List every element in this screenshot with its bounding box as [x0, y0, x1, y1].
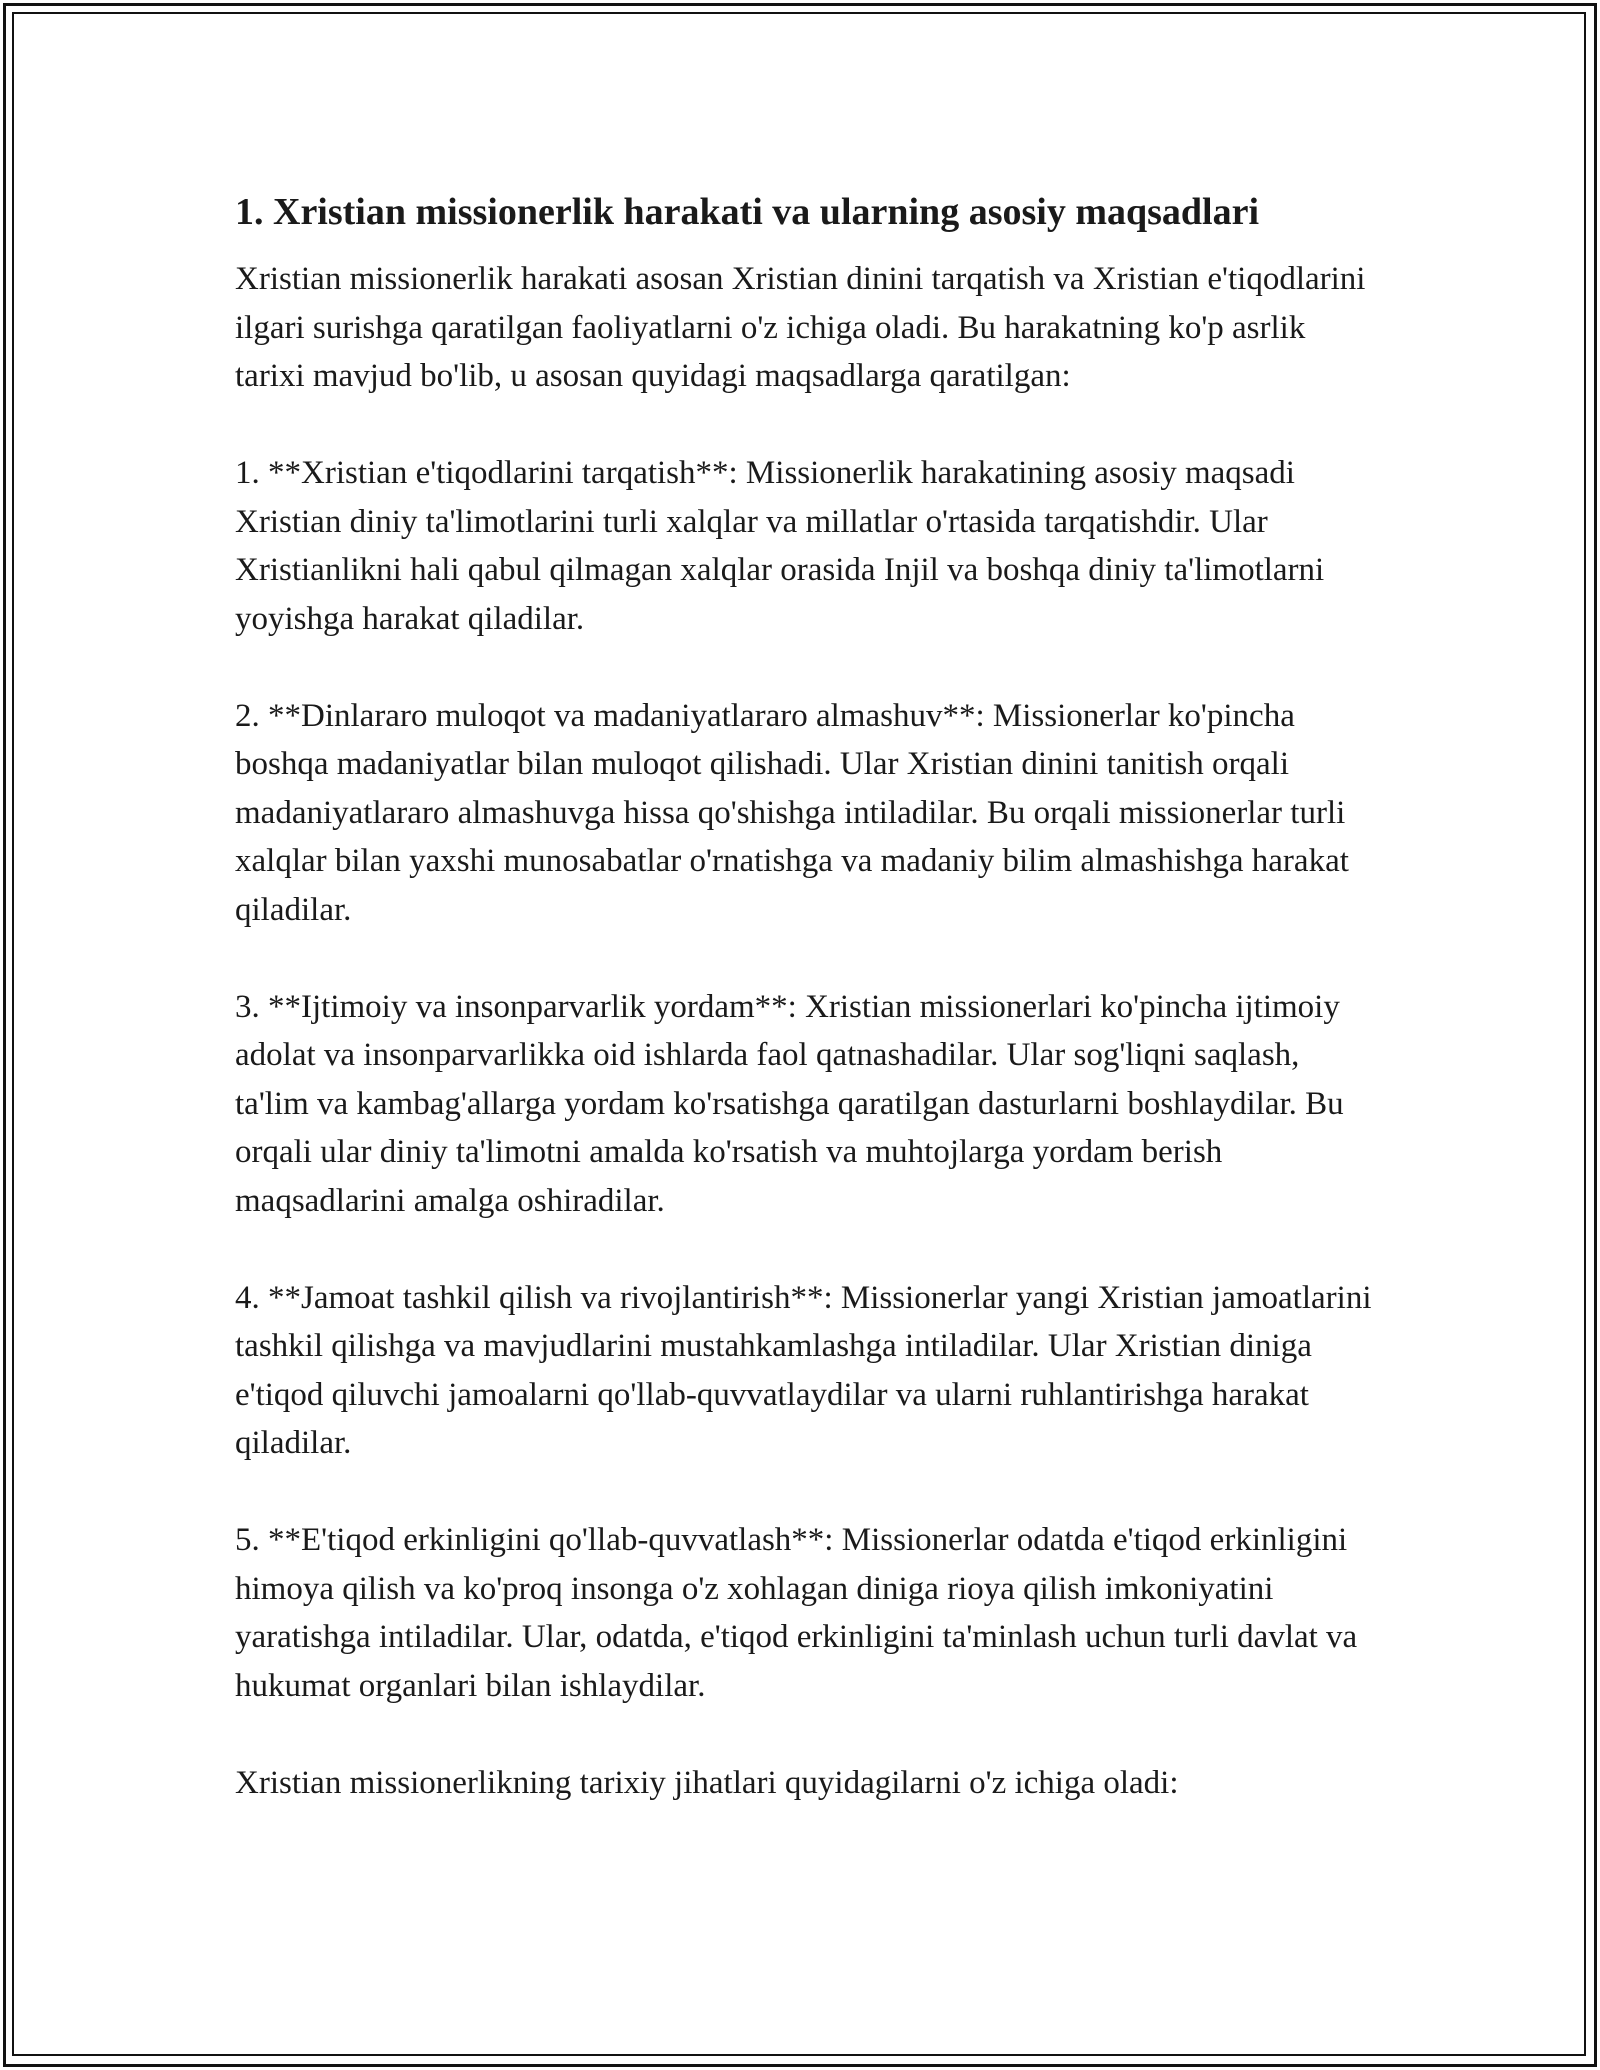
goal-paragraph-2: 2. **Dinlararo muloqot va madaniyatlararo almashuv**: Missionerlar ko'pincha boshqa madaniyatlar bilan muloqot qilishadi. Ular Xristian dinini tanitish orqali madaniyatlararo almashuvga hissa qo'shishga intiladilar. Bu orqali missionerlar turli xalqlar bilan yaxshi munosabatlar o'rnatishga va madaniy bilim almashishga harakat qiladilar.	[235, 697, 1349, 928]
document-body	[235, 185, 1375, 1807]
goal-paragraph-3: 3. **Ijtimoiy va insonparvarlik yordam**: Xristian missionerlari ko'pincha ijtimoiy adolat va insonparvarlikka oid ishlarda faol qatnashadilar. Ular sog'liqni saqlash, ta'lim va kambag'allarga yordam ko'rsatishga qaratilgan dasturlarni boshlaydilar. Bu orqali ular diniy ta'limotni amalda ko'rsatish va muhtojlarga yordam berish maqsadlarini amalga oshiradilar.	[235, 988, 1344, 1219]
closing-paragraph: Xristian missionerlikning tarixiy jihatlari quyidagilarni o'z ichiga oladi:	[235, 1764, 1179, 1801]
goal-paragraph-1: 1. **Xristian e'tiqodlarini tarqatish**: Missionerlik harakatining asosiy maqsadi Xristian diniy ta'limotlarini turli xalqlar va millatlar o'rtasida tarqatishdir. Ular Xristianlikni hali qabul qilmagan xalqlar orasida Injil va boshqa diniy ta'limotlarni yoyishga harakat qiladilar.	[235, 455, 1325, 637]
document-title: 1. Xristian missionerlik harakati va ularning asosiy maqsadlari	[235, 191, 1260, 233]
intro-paragraph: Xristian missionerlik harakati asosan Xristian dinini tarqatish va Xristian e'tiqodlarini ilgari surishga qaratilgan faoliyatlarni o'z ichiga oladi. Bu harakatning ko'p asrlik tarixi mavjud bo'lib, u asosan quyidagi maqsadlarga qaratilgan:	[235, 261, 1366, 394]
goal-paragraph-5: 5. **E'tiqod erkinligini qo'llab-quvvatlash**: Missionerlar odatda e'tiqod erkinligini himoya qilish va ko'proq insonga o'z xohlagan diniga rioya qilish imkoniyatini yaratishga intiladilar. Ular, odatda, e'tiqod erkinligini ta'minlash uchun turli davlat va hukumat organlari bilan ishlaydilar.	[235, 1522, 1358, 1704]
goal-paragraph-4: 4. **Jamoat tashkil qilish va rivojlantirish**: Missionerlar yangi Xristian jamoatlarini tashkil qilishga va mavjudlarini mustahkamlashga intiladilar. Ular Xristian diniga e'tiqod qiluvchi jamoalarni qo'llab-quvvatlaydilar va ularni ruhlantirishga harakat qiladilar.	[235, 1279, 1372, 1461]
